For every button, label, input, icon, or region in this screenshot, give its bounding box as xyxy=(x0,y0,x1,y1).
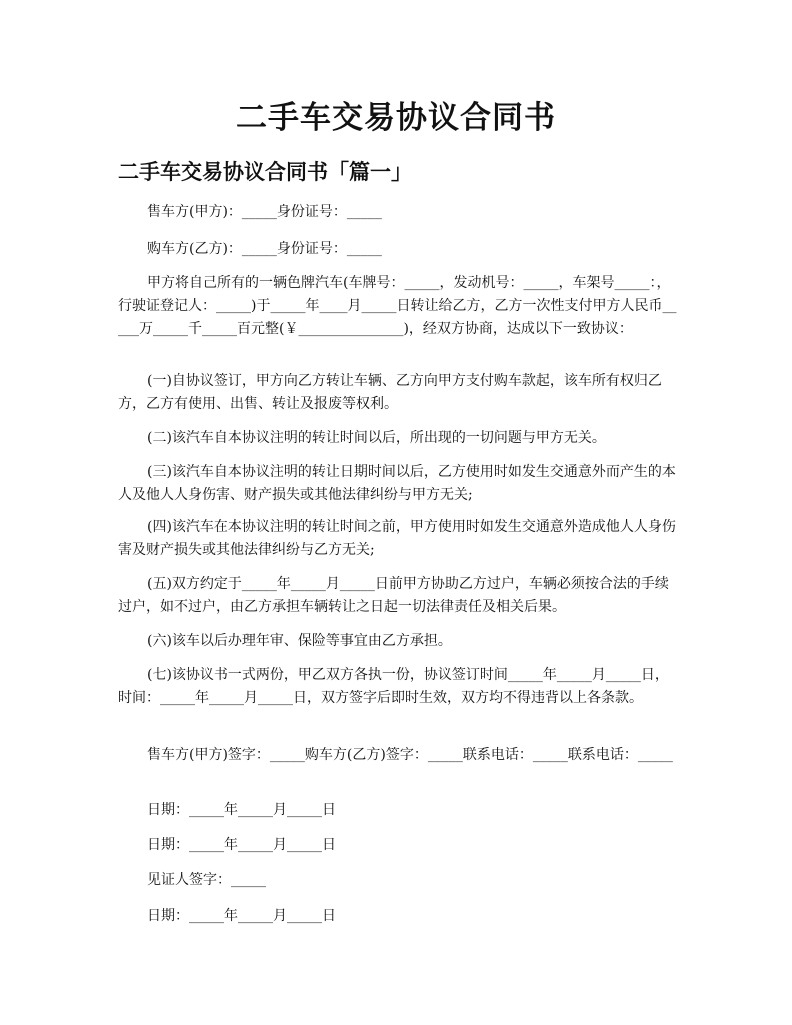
buyer-info-paragraph: 购车方(乙方)：_____身份证号：_____ xyxy=(147,241,382,257)
section-heading: 二手车交易协议合同书「篇一」 xyxy=(118,160,412,184)
witness-signature-line: 见证人签字：_____ xyxy=(147,872,266,888)
clause-3-paragraph: (三)该汽车自本协议注明的转让日期时间以后，乙方使用时如发生交通意外而产生的本人及他人人身伤害、财产损失或其他法律纠纷与甲方无关; xyxy=(118,464,676,503)
signatures-paragraph: 售车方(甲方)签字：_____购车方(乙方)签字：_____联系电话：_____联系电话：_____ xyxy=(147,747,673,763)
clause-6-paragraph: (六)该车以后办理年审、保险等事宜由乙方承担。 xyxy=(147,633,452,649)
seller-info-paragraph: 售车方(甲方)：_____身份证号：_____ xyxy=(147,204,382,220)
clause-5-paragraph: (五)双方约定于_____年_____月_____日前甲方协助乙方过户，车辆必须按合法的手续过户，如不过户，由乙方承担车辆转让之日起一切法律责任及相关后果。 xyxy=(118,576,669,615)
clause-1-paragraph: (一)自协议签订，甲方向乙方转让车辆、乙方向甲方支付购车款起，该车所有权归乙方，乙方有使用、出售、转让及报废等权利。 xyxy=(118,373,662,412)
clause-7-paragraph: (七)该协议书一式两份，甲乙双方各执一份，协议签订时间_____年_____月_____日，时间：_____年_____月_____日，双方签字后即时生效，双方均不得违背以上各条款。 xyxy=(118,667,669,706)
date-line: 日期：_____年_____月_____日 xyxy=(147,908,336,924)
date-line: 日期：_____年_____月_____日 xyxy=(147,802,336,818)
date-line: 日期：_____年_____月_____日 xyxy=(147,837,336,853)
clause-4-paragraph: (四)该汽车在本协议注明的转让时间之前，甲方使用时如发生交通意外造成他人人身伤害及财产损失或其他法律纠纷与乙方无关; xyxy=(118,519,676,558)
document-title: 二手车交易协议合同书 xyxy=(236,100,556,136)
clause-2-paragraph: (二)该汽车自本协议注明的转让时间以后，所出现的一切问题与甲方无关。 xyxy=(147,430,606,446)
transfer-terms-paragraph: 甲方将自己所有的一辆色牌汽车(车牌号：_____，发动机号：_____，车架号_____：，行驶证登记人：_____)于_____年____月_____日转让给乙方，乙方一次性支付甲方人民币_____万_____千_____百元整(￥_______________)，经双方协商，达成以下一致协议： xyxy=(118,275,677,337)
